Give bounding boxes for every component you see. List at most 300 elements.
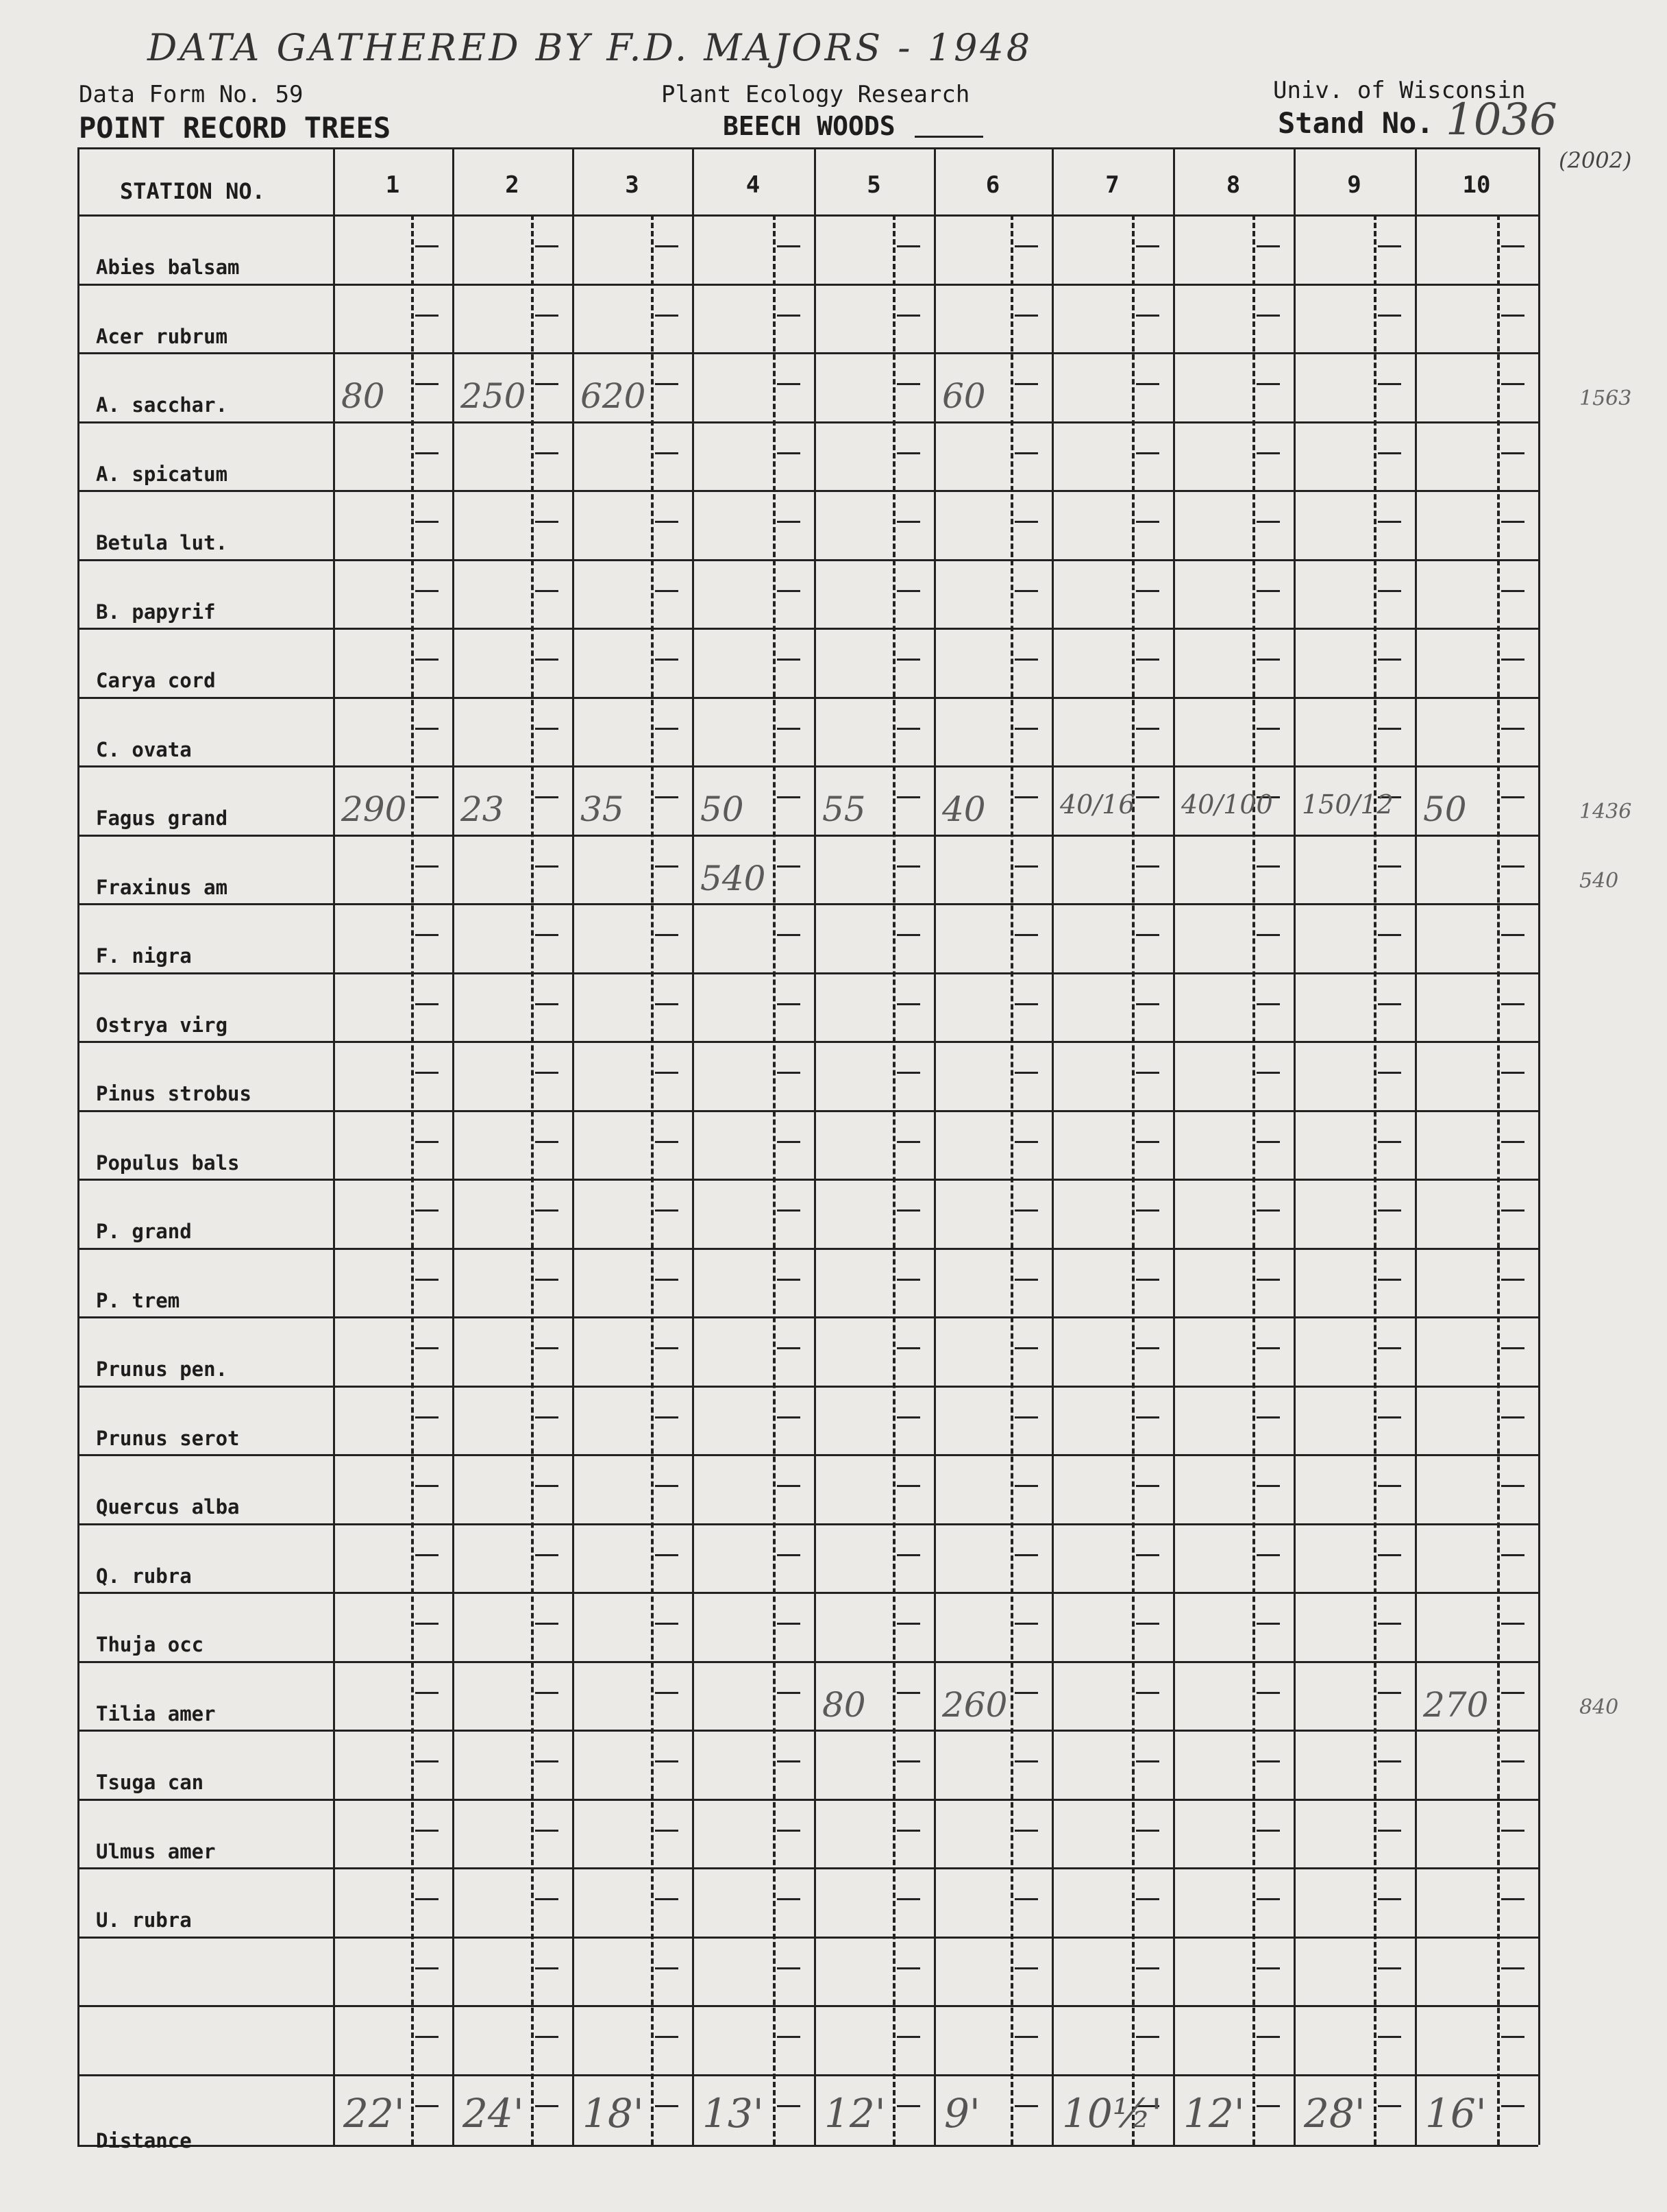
subcolumn-tick	[1501, 659, 1524, 661]
row-divider	[77, 1248, 1538, 1250]
subcolumn-tick	[897, 1554, 920, 1556]
subcolumn-tick	[897, 521, 920, 523]
subcolumn-tick	[535, 1072, 558, 1074]
subcolumn-tick	[1378, 865, 1401, 868]
subcolumn-tick	[655, 1760, 678, 1762]
subcolumn-tick	[655, 1416, 678, 1418]
subcolumn-tick	[1015, 1279, 1038, 1281]
subcolumn-tick	[1015, 1209, 1038, 1212]
subcolumn-tick	[897, 2036, 920, 2038]
subcolumn-tick	[1015, 1623, 1038, 1625]
subcolumn-tick	[1015, 1967, 1038, 1969]
subcolumn-tick	[655, 659, 678, 661]
subcolumn-tick	[415, 1279, 439, 1281]
subcolumn-tick	[1501, 796, 1524, 798]
subcolumn-tick	[897, 315, 920, 317]
subcolumn-tick	[1257, 728, 1280, 730]
subcolumn-tick	[777, 1072, 800, 1074]
subcolumn-tick	[1501, 383, 1524, 385]
row-divider	[77, 628, 1538, 630]
subcolumn-tick	[1501, 1141, 1524, 1143]
subcolumn-tick	[1501, 934, 1524, 936]
subcolumn-tick	[415, 1072, 439, 1074]
subcolumn-tick	[1378, 1347, 1401, 1349]
species-label: Fraxinus am	[96, 875, 228, 899]
subcolumn-tick	[535, 1485, 558, 1487]
dashed-subcolumn	[1252, 214, 1255, 2145]
row-divider	[77, 490, 1538, 492]
subcolumn-tick	[535, 521, 558, 523]
subcolumn-tick	[897, 1623, 920, 1625]
row-divider	[77, 559, 1538, 561]
subcolumn-tick	[1257, 1003, 1280, 1005]
subcolumn-tick	[1136, 2036, 1159, 2038]
subcolumn-tick	[1257, 1141, 1280, 1143]
subcolumn-tick	[897, 1141, 920, 1143]
subcolumn-tick	[1501, 1072, 1524, 1074]
subcolumn-tick	[655, 934, 678, 936]
tree-measurement: 250	[460, 376, 526, 416]
row-divider	[77, 1730, 1538, 1732]
subcolumn-tick	[1501, 2105, 1524, 2107]
row-total: 1563	[1579, 386, 1632, 410]
subcolumn-tick	[1501, 315, 1524, 317]
subcolumn-tick	[655, 1485, 678, 1487]
subcolumn-tick	[1257, 934, 1280, 936]
station-number: 5	[867, 171, 881, 199]
subcolumn-tick	[1257, 1347, 1280, 1349]
subcolumn-tick	[535, 1279, 558, 1281]
subcolumn-tick	[1015, 659, 1038, 661]
station-number: 4	[745, 171, 761, 199]
subcolumn-tick	[777, 1967, 800, 1969]
subcolumn-tick	[655, 1347, 678, 1349]
subcolumn-tick	[535, 1760, 558, 1762]
subcolumn-tick	[1378, 2105, 1401, 2107]
subcolumn-tick	[777, 1416, 800, 1418]
subcolumn-tick	[535, 1898, 558, 1900]
handwritten-title: DATA GATHERED BY F.D. MAJORS - 1948	[147, 26, 1033, 69]
tree-measurement: 150/12	[1302, 789, 1394, 820]
subcolumn-tick	[1015, 1072, 1038, 1074]
subcolumn-tick	[415, 245, 439, 247]
subcolumn-tick	[1015, 315, 1038, 317]
subcolumn-tick	[1378, 1416, 1401, 1418]
subcolumn-tick	[1378, 1692, 1401, 1694]
subcolumn-tick	[1378, 934, 1401, 936]
subcolumn-tick	[535, 2036, 558, 2038]
species-label: Acer rubrum	[96, 324, 228, 348]
tree-measurement: 50	[1423, 789, 1467, 829]
tree-measurement: 40/100	[1181, 789, 1273, 820]
tree-measurement: 60	[942, 376, 986, 416]
subcolumn-tick	[1136, 1692, 1159, 1694]
tree-measurement: 35	[580, 789, 624, 829]
subcolumn-tick	[1378, 521, 1401, 523]
species-label: Ostrya virg	[96, 1013, 228, 1037]
subcolumn-tick	[897, 1692, 920, 1694]
row-divider	[77, 421, 1538, 423]
species-label: Betula lut.	[96, 531, 228, 554]
subcolumn-tick	[1136, 452, 1159, 454]
tree-measurement: 80	[822, 1684, 866, 1725]
subcolumn-tick	[1378, 1830, 1401, 1832]
distance-value: 18'	[582, 2090, 644, 2137]
subcolumn-tick	[535, 1967, 558, 1969]
tree-measurement: 23	[460, 789, 504, 829]
subcolumn-tick	[1136, 934, 1159, 936]
column-divider	[692, 147, 694, 2145]
subcolumn-tick	[415, 934, 439, 936]
subcolumn-tick	[777, 2105, 800, 2107]
subcolumn-tick	[535, 245, 558, 247]
subcolumn-tick	[897, 1416, 920, 1418]
subcolumn-tick	[535, 1347, 558, 1349]
row-divider	[77, 1110, 1538, 1112]
subcolumn-tick	[1501, 1416, 1524, 1418]
subcolumn-tick	[535, 590, 558, 592]
subcolumn-tick	[777, 383, 800, 385]
subcolumn-tick	[1501, 452, 1524, 454]
subcolumn-tick	[1501, 1554, 1524, 1556]
subcolumn-tick	[655, 1898, 678, 1900]
dashed-subcolumn	[411, 214, 414, 2145]
dashed-subcolumn	[1132, 214, 1135, 2145]
column-divider	[1294, 147, 1296, 2145]
subcolumn-tick	[897, 1898, 920, 1900]
subcolumn-tick	[1015, 1485, 1038, 1487]
subcolumn-tick	[415, 2105, 439, 2107]
subcolumn-tick	[1136, 1623, 1159, 1625]
subcolumn-tick	[655, 1003, 678, 1005]
distance-value: 13'	[702, 2090, 764, 2137]
distance-value: 16'	[1425, 2090, 1487, 2137]
species-label: P. grand	[96, 1220, 192, 1243]
subcolumn-tick	[535, 796, 558, 798]
subcolumn-tick	[535, 383, 558, 385]
column-divider	[1415, 147, 1417, 2145]
subcolumn-tick	[1136, 659, 1159, 661]
subcolumn-tick	[897, 245, 920, 247]
subcolumn-tick	[1257, 383, 1280, 385]
station-number: 1	[385, 171, 400, 199]
subcolumn-tick	[777, 245, 800, 247]
dashed-subcolumn	[531, 214, 534, 2145]
subcolumn-tick	[655, 1279, 678, 1281]
subcolumn-tick	[1378, 2036, 1401, 2038]
species-label: Tsuga can	[96, 1771, 204, 1794]
subcolumn-tick	[655, 1623, 678, 1625]
subcolumn-tick	[1015, 865, 1038, 868]
subcolumn-tick	[415, 1485, 439, 1487]
subcolumn-tick	[897, 1760, 920, 1762]
subcolumn-tick	[1501, 1003, 1524, 1005]
subcolumn-tick	[415, 728, 439, 730]
subcolumn-tick	[415, 659, 439, 661]
subcolumn-tick	[415, 2036, 439, 2038]
subcolumn-tick	[777, 1347, 800, 1349]
species-label: P. trem	[96, 1288, 180, 1312]
subcolumn-tick	[1136, 590, 1159, 592]
subcolumn-tick	[1257, 2105, 1280, 2107]
woods-type-underline	[915, 136, 983, 138]
subcolumn-tick	[1015, 728, 1038, 730]
row-divider	[77, 1867, 1538, 1869]
species-label: B. papyrif	[96, 600, 216, 624]
subcolumn-tick	[1501, 245, 1524, 247]
tree-measurement: 260	[942, 1684, 1008, 1725]
subcolumn-tick	[1015, 383, 1038, 385]
subcolumn-tick	[535, 865, 558, 868]
table-left-border	[77, 147, 79, 2145]
subcolumn-tick	[415, 1554, 439, 1556]
subcolumn-tick	[1136, 383, 1159, 385]
subcolumn-tick	[535, 1623, 558, 1625]
tree-measurement: 270	[1423, 1684, 1489, 1725]
tree-measurement: 540	[700, 858, 766, 898]
subcolumn-tick	[1501, 728, 1524, 730]
subcolumn-tick	[415, 315, 439, 317]
subcolumn-tick	[1015, 1141, 1038, 1143]
subcolumn-tick	[1257, 521, 1280, 523]
species-label: Pinus strobus	[96, 1082, 251, 1105]
column-divider	[814, 147, 816, 2145]
lab-name: Plant Ecology Research	[661, 81, 970, 108]
subcolumn-tick	[777, 1003, 800, 1005]
subcolumn-tick	[655, 1967, 678, 1969]
subcolumn-tick	[415, 590, 439, 592]
subcolumn-tick	[1501, 1623, 1524, 1625]
subcolumn-tick	[415, 865, 439, 868]
species-label: U. rubra	[96, 1908, 192, 1932]
subcolumn-tick	[777, 659, 800, 661]
species-label: Q. rubra	[96, 1564, 192, 1588]
distance-value: 12'	[1183, 2090, 1245, 2137]
subcolumn-tick	[1257, 2036, 1280, 2038]
subcolumn-tick	[897, 796, 920, 798]
column-divider	[1052, 147, 1054, 2145]
subcolumn-tick	[655, 2105, 678, 2107]
subcolumn-tick	[1501, 1967, 1524, 1969]
column-divider	[1173, 147, 1175, 2145]
subcolumn-tick	[415, 452, 439, 454]
subcolumn-tick	[777, 521, 800, 523]
subcolumn-tick	[655, 796, 678, 798]
subcolumn-tick	[1501, 1898, 1524, 1900]
tree-measurement: 55	[822, 789, 866, 829]
subcolumn-tick	[415, 1692, 439, 1694]
table-right-border	[1538, 147, 1540, 2145]
stand-label: Stand No.	[1278, 106, 1434, 140]
subcolumn-tick	[535, 1692, 558, 1694]
station-number: 10	[1462, 171, 1491, 199]
subcolumn-tick	[1257, 1416, 1280, 1418]
subcolumn-tick	[1257, 1623, 1280, 1625]
subcolumn-tick	[777, 452, 800, 454]
subcolumn-tick	[777, 1623, 800, 1625]
tree-measurement: 40	[942, 789, 986, 829]
row-divider	[77, 1523, 1538, 1525]
species-label: A. spicatum	[96, 462, 228, 486]
distance-value: 22'	[343, 2090, 405, 2137]
subcolumn-tick	[1015, 1760, 1038, 1762]
subcolumn-tick	[1378, 1967, 1401, 1969]
row-divider	[77, 2074, 1538, 2076]
subcolumn-tick	[1136, 1209, 1159, 1212]
subcolumn-tick	[777, 1554, 800, 1556]
station-number: 7	[1105, 171, 1120, 199]
subcolumn-tick	[655, 1141, 678, 1143]
subcolumn-tick	[1136, 1003, 1159, 1005]
subcolumn-tick	[1501, 521, 1524, 523]
dashed-subcolumn	[893, 214, 896, 2145]
subcolumn-tick	[1015, 521, 1038, 523]
subcolumn-tick	[1136, 796, 1159, 798]
row-divider	[77, 765, 1538, 767]
subcolumn-tick	[655, 2036, 678, 2038]
column-divider	[452, 147, 454, 2145]
row-divider	[77, 284, 1538, 286]
subcolumn-tick	[1136, 1898, 1159, 1900]
dashed-subcolumn	[1497, 214, 1500, 2145]
subcolumn-tick	[1378, 728, 1401, 730]
subcolumn-tick	[897, 590, 920, 592]
subcolumn-tick	[777, 590, 800, 592]
subcolumn-tick	[1257, 1209, 1280, 1212]
subcolumn-tick	[415, 1003, 439, 1005]
subcolumn-tick	[897, 383, 920, 385]
subcolumn-tick	[897, 1072, 920, 1074]
subcolumn-tick	[1136, 245, 1159, 247]
row-divider	[77, 1316, 1538, 1318]
dashed-subcolumn	[651, 214, 654, 2145]
subcolumn-tick	[777, 1209, 800, 1212]
row-divider	[77, 1179, 1538, 1181]
subcolumn-tick	[415, 1623, 439, 1625]
subcolumn-tick	[1015, 590, 1038, 592]
subcolumn-tick	[655, 728, 678, 730]
subcolumn-tick	[1136, 315, 1159, 317]
subcolumn-tick	[1136, 865, 1159, 868]
station-number: 3	[625, 171, 639, 199]
tree-measurement: 50	[700, 789, 744, 829]
subcolumn-tick	[1136, 1760, 1159, 1762]
subcolumn-tick	[1015, 1692, 1038, 1694]
subcolumn-tick	[1015, 934, 1038, 936]
subcolumn-tick	[897, 865, 920, 868]
species-label: Prunus pen.	[96, 1357, 228, 1381]
subcolumn-tick	[1501, 1279, 1524, 1281]
row-divider	[77, 1799, 1538, 1801]
tree-measurement: 620	[580, 376, 646, 416]
subcolumn-tick	[1015, 1898, 1038, 1900]
subcolumn-tick	[897, 934, 920, 936]
subcolumn-tick	[1501, 1347, 1524, 1349]
subcolumn-tick	[1257, 1485, 1280, 1487]
subcolumn-tick	[415, 1141, 439, 1143]
subcolumn-tick	[777, 728, 800, 730]
species-label: Prunus serot	[96, 1426, 240, 1450]
subcolumn-tick	[1501, 1692, 1524, 1694]
subcolumn-tick	[897, 2105, 920, 2107]
species-label: Fagus grand	[96, 807, 228, 830]
dashed-subcolumn	[1011, 214, 1013, 2145]
subcolumn-tick	[655, 315, 678, 317]
subcolumn-tick	[777, 1830, 800, 1832]
subcolumn-tick	[535, 452, 558, 454]
species-label: C. ovata	[96, 737, 192, 761]
subcolumn-tick	[897, 728, 920, 730]
species-label: A. sacchar.	[96, 393, 228, 417]
dashed-subcolumn	[1374, 214, 1376, 2145]
subcolumn-tick	[415, 1760, 439, 1762]
station-header: STATION NO.	[120, 178, 265, 204]
subcolumn-tick	[655, 383, 678, 385]
subcolumn-tick	[897, 1347, 920, 1349]
subcolumn-tick	[535, 1209, 558, 1212]
subcolumn-tick	[1378, 315, 1401, 317]
subcolumn-tick	[897, 1003, 920, 1005]
row-divider	[77, 972, 1538, 974]
subcolumn-tick	[415, 383, 439, 385]
subcolumn-tick	[1136, 1554, 1159, 1556]
subcolumn-tick	[777, 1692, 800, 1694]
subcolumn-tick	[1378, 1209, 1401, 1212]
subcolumn-tick	[1015, 1554, 1038, 1556]
subcolumn-tick	[655, 1554, 678, 1556]
subcolumn-tick	[1136, 521, 1159, 523]
column-divider	[572, 147, 574, 2145]
subcolumn-tick	[1378, 1141, 1401, 1143]
subcolumn-tick	[415, 1898, 439, 1900]
subcolumn-tick	[1378, 1485, 1401, 1487]
subcolumn-tick	[1257, 315, 1280, 317]
column-divider	[934, 147, 936, 2145]
subcolumn-tick	[1015, 2036, 1038, 2038]
distance-value: 10½'	[1062, 2090, 1162, 2137]
subcolumn-tick	[535, 728, 558, 730]
row-divider	[77, 1592, 1538, 1594]
subcolumn-tick	[1136, 1141, 1159, 1143]
subcolumn-tick	[897, 1279, 920, 1281]
subcolumn-tick	[1378, 1279, 1401, 1281]
table-top-border	[77, 147, 1538, 149]
species-label: Abies balsam	[96, 256, 240, 279]
subcolumn-tick	[1136, 1485, 1159, 1487]
subcolumn-tick	[1378, 1003, 1401, 1005]
subcolumn-tick	[415, 796, 439, 798]
subcolumn-tick	[1136, 1072, 1159, 1074]
species-label: F. nigra	[96, 944, 192, 968]
station-number: 8	[1226, 171, 1241, 199]
subcolumn-tick	[897, 659, 920, 661]
subcolumn-tick	[1378, 452, 1401, 454]
woods-type: BEECH WOODS	[723, 111, 896, 141]
subcolumn-tick	[1378, 1623, 1401, 1625]
subcolumn-tick	[777, 1898, 800, 1900]
subcolumn-tick	[655, 521, 678, 523]
subcolumn-tick	[415, 1347, 439, 1349]
row-divider	[77, 1661, 1538, 1663]
row-divider	[77, 697, 1538, 699]
subcolumn-tick	[1015, 796, 1038, 798]
subcolumn-tick	[1501, 1760, 1524, 1762]
subcolumn-tick	[1015, 245, 1038, 247]
subcolumn-tick	[1015, 2105, 1038, 2107]
row-divider	[77, 1454, 1538, 1456]
subcolumn-tick	[1136, 1279, 1159, 1281]
subcolumn-tick	[655, 452, 678, 454]
